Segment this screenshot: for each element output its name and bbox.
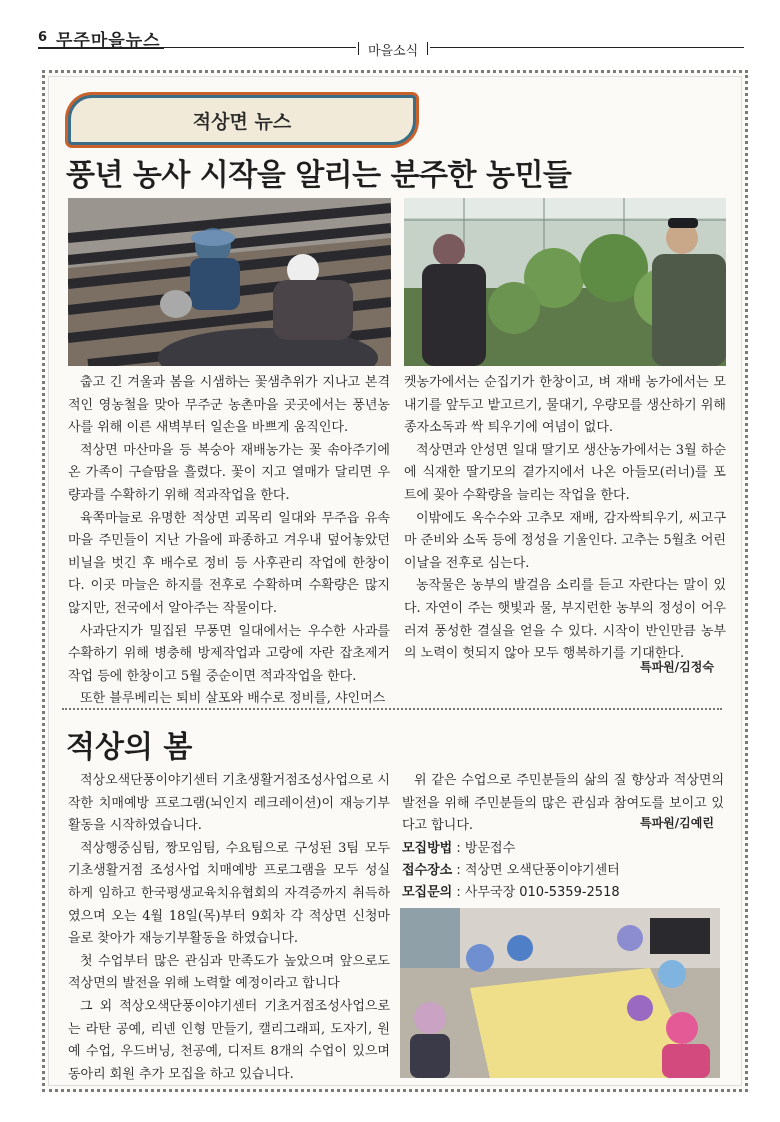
article1-byline: 특파원/김정숙 <box>640 660 714 674</box>
paragraph: 적상행중심팀, 짱모임팀, 수요팀으로 구성된 3팀 모두 기초생활거점 조성사업 치매예방 프로그램을 모두 성실하게 임하고 한국평생교육치유협회의 자격증까지 취득하였으며 오는 4월 18일(목)부터 9회차 각 적상면 신청마을로 찾아가 재능기부활동을 하였습니다. <box>68 840 390 947</box>
info-label: 모집방법 <box>402 841 453 856</box>
info-value: 적상면 오색단풍이야기센터 <box>464 863 620 878</box>
section-badge-label: 적상면 뉴스 <box>192 111 292 133</box>
section-label: 마을소식 <box>356 40 430 59</box>
paragraph: 육쪽마늘로 유명한 적상면 괴목리 일대와 무주읍 유속마을 주민들이 지난 가을에 파종하고 겨우내 덮어놓았던 비닐을 벗긴 후 배수로 정비 등 사후관리 작업에 한창이다. 이곳 마늘은 하지를 전후로 수확하며 수확량은 많지 않지만, 전국에서 알아주는 작물이다. <box>68 510 390 616</box>
info-label: 모집문의 <box>402 885 453 900</box>
info-value: 사무국장 010-5359-2518 <box>464 885 620 900</box>
greenhouse-vines-photo <box>404 198 726 366</box>
paragraph: 또한 블루베리는 퇴비 살포와 배수로 정비를, 샤인머스 <box>80 691 386 707</box>
article1-column1 <box>68 372 390 711</box>
section-divider <box>62 708 722 710</box>
info-row: 모집방법 : 방문접수 <box>402 841 516 856</box>
masthead: 무주마을뉴스 <box>56 31 161 51</box>
section-badge <box>68 95 416 145</box>
info-row: 모집문의 : 사무국장 010-5359-2518 <box>402 885 620 900</box>
page-header <box>38 26 744 66</box>
recruitment-info <box>402 838 620 904</box>
farmers-planting-photo <box>68 198 391 366</box>
paragraph: 춥고 긴 겨울과 봄을 시샘하는 꽃샘추위가 지나고 본격적인 영농철을 맞아 무주군 농촌마을 곳곳에서는 풍년농사를 위해 이른 새벽부터 일손을 바쁘게 움직인다. <box>68 375 390 436</box>
paragraph: 켓농가에서는 순집기가 한창이고, 벼 재배 농가에서는 모내기를 앞두고 밭고르기, 물대기, 우량모를 생산하기 위해 종자소독과 싹 틔우기에 여념이 없다. <box>404 375 726 436</box>
article1-headline: 풍년 농사 시작을 알리는 분주한 농민들 <box>66 158 572 193</box>
paragraph: 이밖에도 옥수수와 고추모 재배, 감자싹틔우기, 씨고구마 준비와 소독 등에 정성을 기울인다. 고추는 5월초 어린이날을 전후로 심는다. <box>404 510 726 571</box>
paragraph: 그 외 적상오색단풍이야기센터 기초거점조성사업으로는 라탄 공예, 리넨 인형 만들기, 캘리그래피, 도자기, 원예 수업, 우드버닝, 천공예, 디저트 8개의 수업이 있으며 동아리 회원 추가 모집을 하고 있습니다. <box>68 998 390 1082</box>
class-group-photo <box>400 908 720 1078</box>
info-label: 접수장소 <box>402 863 453 878</box>
paragraph: 사과단지가 밀집된 무풍면 일대에서는 우수한 사과를 수확하기 위해 병충해 방제작업과 고랑에 자란 잡초제거 작업 등에 한창이고 5월 중순이면 적과작업을 한다. <box>68 623 390 684</box>
article2-headline: 적상의 봄 <box>66 730 193 765</box>
paragraph: 농작물은 농부의 발걸음 소리를 듣고 자란다는 말이 있다. 자연이 주는 햇빛과 물, 부지런한 농부의 정성이 어우러져 풍성한 결실을 얻을 수 있다. 시작이 반인만큼 농부의 노력이 헛되지 않아 모두 행복하기를 기대한다. <box>404 578 726 662</box>
article2-byline: 특파원/김예린 <box>640 816 714 830</box>
paragraph: 적상면 마산마을 등 복숭아 재배농가는 꽃 솎아주기에 온 가족이 구슬땀을 흘렸다. 꽃이 지고 열매가 달리면 우량과를 수확하기 위해 적과작업을 한다. <box>68 442 390 503</box>
paragraph: 첫 수업부터 많은 관심과 만족도가 높았으며 앞으로도 적상면의 발전을 위해 노력할 예정이라고 합니다 <box>68 953 390 992</box>
info-row: 접수장소 : 적상면 오색단풍이야기센터 <box>402 863 620 878</box>
page-number: 6 <box>38 30 48 45</box>
article1-column2 <box>404 372 726 666</box>
paragraph: 적상오색단풍이야기센터 기초생활거점조성사업으로 시작한 치매예방 프로그램(뇌인지 레크레이션)이 재능기부활동을 시작하였습니다. <box>68 773 390 834</box>
article2-column1 <box>68 770 390 1086</box>
info-value: 방문접수 <box>464 841 516 856</box>
paragraph: 적상면과 안성면 일대 딸기모 생산농가에서는 3월 하순에 식재한 딸기모의 곁가지에서 나온 아들모(러너)를 포트에 꽂아 수확량을 늘리는 작업을 한다. <box>404 442 726 503</box>
paragraph: 위 같은 수업으로 주민분들의 삶의 질 향상과 적상면의 발전을 위해 주민분들의 많은 관심과 참여도를 보이고 있다고 합니다. <box>402 773 724 834</box>
